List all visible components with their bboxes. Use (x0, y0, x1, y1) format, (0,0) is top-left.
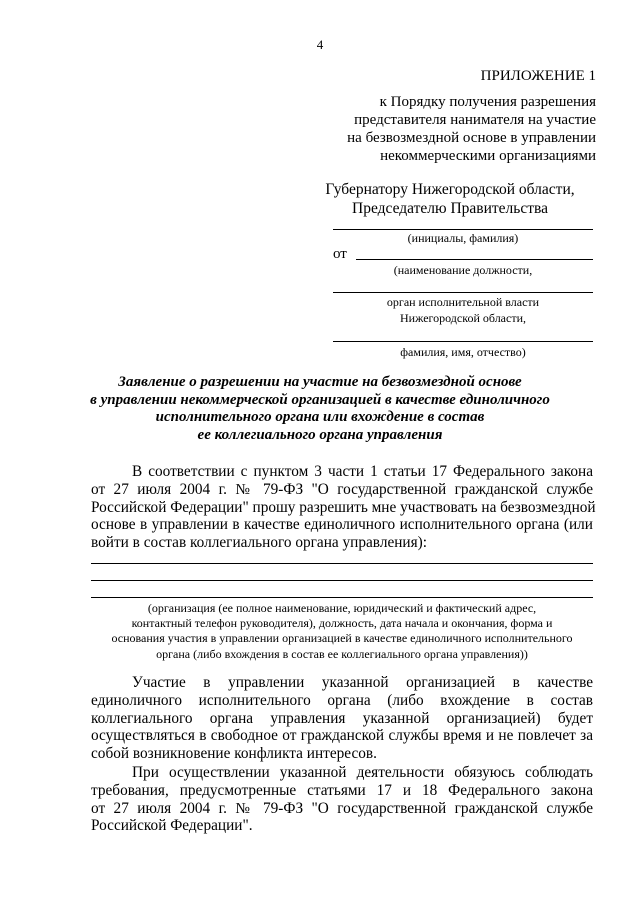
organization-fill-line (91, 563, 593, 564)
paragraph-line: от 27 июля 2004 г. № 79-ФЗ "О государственной гражданской службе (91, 480, 593, 498)
statement-title-line: исполнительного органа или вхождение в состав (155, 409, 485, 425)
paragraph-line: осуществляться в свободное от гражданской службы время и не повлечет за (91, 727, 593, 745)
appendix-reference (276, 93, 596, 165)
organization-fill-line (91, 580, 593, 581)
appendix-title: ПРИЛОЖЕНИЕ 1 (480, 68, 596, 84)
authority-hint: орган исполнительной власти (386, 295, 540, 309)
appendix-reference-line: некоммерческими организациями (380, 148, 596, 164)
statement-paragraph-request (91, 463, 596, 552)
paragraph-line: коллегиального органа управления указанной организацией) будет (91, 709, 593, 727)
position-hint: (наименование должности, (393, 263, 533, 277)
paragraph-line: единоличного исполнительного органа (либо вхождение в состав (91, 691, 593, 709)
paragraph-line: войти в состав коллегиального органа управления): (91, 534, 427, 552)
statement-paragraph-obligation (91, 764, 593, 835)
from-label: от (333, 246, 347, 262)
paragraph-line: При осуществлении указанной деятельности обязуюсь соблюдать (132, 764, 593, 781)
addressee-line: Председателю Правительства (352, 200, 548, 217)
appendix-reference-line: представителя нанимателя на участие (354, 112, 596, 128)
paragraph-line: требования, предусмотренные статьями 17 и 18 Федерального закона (91, 781, 593, 799)
organization-hint-line: органа (либо вхождения в состав ее коллегиального органа управления)) (156, 646, 528, 661)
addressee-block (300, 180, 600, 218)
organization-hint-line: контактный телефон руководителя), должность, дата начала и окончания, форма и (131, 616, 553, 631)
statement-title-line: в управлении некоммерческой организацией в качестве единоличного (90, 391, 550, 408)
organization-hint-line: (организация (ее полное наименование, юридический и фактический адрес, (147, 601, 537, 615)
paragraph-line: от 27 июля 2004 г. № 79-ФЗ "О государственной гражданской службе (91, 799, 593, 817)
initials-fill-line (333, 229, 593, 230)
paragraph-line: Российской Федерации". (91, 817, 253, 835)
organization-hint-line: основания участия в управлении организацией в качестве единоличного исполнительного (111, 631, 573, 646)
paragraph-line: Участие в управлении указанной организацией в качестве (132, 674, 593, 691)
name-fill-line (333, 341, 593, 342)
page-number: 4 (316, 37, 324, 52)
authority-fill-line (333, 292, 593, 293)
paragraph-line: собой возникновение конфликта интересов. (91, 745, 377, 763)
name-hint: фамилия, имя, отчество) (400, 345, 526, 359)
statement-title-line: Заявление о разрешении на участие на безвозмездной основе (118, 374, 522, 390)
appendix-reference-line: на безвозмездной основе в управлении (347, 130, 596, 146)
statement-title (60, 374, 580, 444)
statement-paragraph-participation (91, 674, 593, 763)
paragraph-line: Российской Федерации" прошу разрешить мне участвовать на безвозмездной (91, 498, 596, 516)
statement-title-line: ее коллегиального органа управления (197, 426, 443, 443)
paragraph-line: В соответствии с пунктом 3 части 1 статьи 17 Федерального закона (132, 463, 593, 480)
initials-hint: (инициалы, фамилия) (407, 231, 519, 245)
sender-fill-line (356, 259, 593, 260)
addressee-line: Губернатору Нижегородской области, (325, 181, 575, 198)
appendix-reference-line: к Порядку получения разрешения (379, 94, 596, 110)
paragraph-line: основе в управлении в качестве единоличного исполнительного органа (или (91, 516, 593, 534)
organization-fill-line (91, 597, 593, 598)
authority-hint-region: Нижегородской области, (399, 311, 526, 325)
organization-hint (91, 601, 593, 662)
